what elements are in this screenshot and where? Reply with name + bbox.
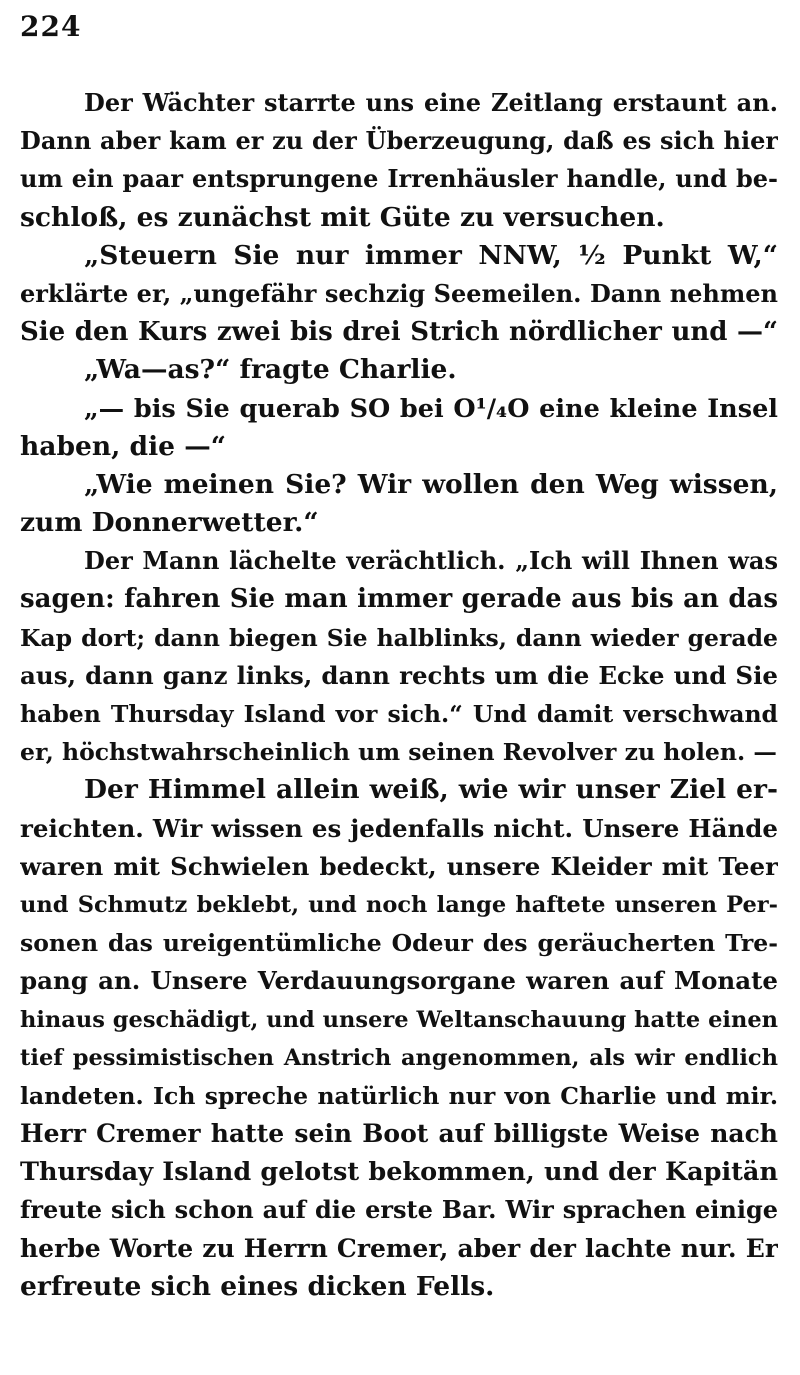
text-line: erfreute sich eines dicken Fells. bbox=[20, 1270, 495, 1302]
text-line: tief pessimistischen Anstrich angenommen, als wir endlich bbox=[20, 1044, 778, 1071]
text-line: landeten. Ich spreche natürlich nur von Charlie und mir. bbox=[20, 1081, 778, 1110]
text-line: „Wie meinen Sie? Wir wollen den Weg wissen, bbox=[84, 468, 778, 500]
text-line: um ein paar entsprungene Irrenhäusler handle, und be- bbox=[20, 164, 778, 194]
text-line: pang an. Unsere Verdauungsorgane waren auf Monate bbox=[20, 966, 778, 996]
text-line: Kap dort; dann biegen Sie halblinks, dann wieder gerade bbox=[20, 623, 778, 652]
page-number: 224 bbox=[20, 10, 82, 43]
text-line: und Schmutz beklebt, und noch lange haftete unseren Per- bbox=[20, 891, 778, 918]
text-line: schloß, es zunächst mit Güte zu versuchen. bbox=[20, 201, 665, 233]
text-line: Thursday Island gelotst bekommen, und der Kapitän bbox=[20, 1157, 778, 1188]
text-line: Dann aber kam er zu der Überzeugung, daß es sich hier bbox=[20, 126, 778, 156]
text-line: hinaus geschädigt, und unsere Weltanschauung hatte einen bbox=[20, 1006, 778, 1033]
text-line: Herr Cremer hatte sein Boot auf billigste Weise nach bbox=[20, 1119, 778, 1149]
text-line: Der Mann lächelte verächtlich. „Ich will Ihnen was bbox=[84, 546, 778, 576]
text-line: freute sich schon auf die erste Bar. Wir sprachen einige bbox=[20, 1195, 778, 1225]
text-line: waren mit Schwielen bedeckt, unsere Kleider mit Teer bbox=[20, 851, 778, 881]
text-line: erklärte er, „ungefähr sechzig Seemeilen. Dann nehmen bbox=[20, 278, 778, 308]
text-line: aus, dann ganz links, dann rechts um die Ecke und Sie bbox=[20, 660, 778, 690]
body-text bbox=[20, 84, 778, 1306]
text-line: „Steuern Sie nur immer NNW, ½ Punkt W,“ bbox=[84, 239, 778, 271]
text-line: zum Donnerwetter.“ bbox=[20, 507, 319, 539]
text-line: sagen: fahren Sie man immer gerade aus bis an das bbox=[20, 584, 778, 615]
text-line: haben Thursday Island vor sich.“ Und damit verschwand bbox=[20, 700, 778, 728]
text-line: „Wa—as?“ fragte Charlie. bbox=[84, 354, 457, 386]
text-line: sonen das ureigentümliche Odeur des geräucherten Tre- bbox=[20, 929, 778, 958]
text-line: Der Himmel allein weiß, wie wir unser Ziel er- bbox=[84, 774, 778, 806]
text-line: herbe Worte zu Herrn Cremer, aber der lachte nur. Er bbox=[20, 1233, 778, 1263]
text-line: „— bis Sie querab SO bei O¹/₄O eine kleine Insel bbox=[84, 393, 778, 424]
text-line: er, höchstwahrscheinlich um seinen Revolver zu holen. — bbox=[20, 738, 777, 767]
text-line: Sie den Kurs zwei bis drei Strich nördlicher und —“ bbox=[20, 317, 778, 348]
text-line: Der Wächter starrte uns eine Zeitlang erstaunt an. bbox=[84, 88, 778, 117]
text-line: reichten. Wir wissen es jedenfalls nicht. Unsere Hände bbox=[20, 813, 778, 843]
text-line: haben, die —“ bbox=[20, 430, 226, 462]
